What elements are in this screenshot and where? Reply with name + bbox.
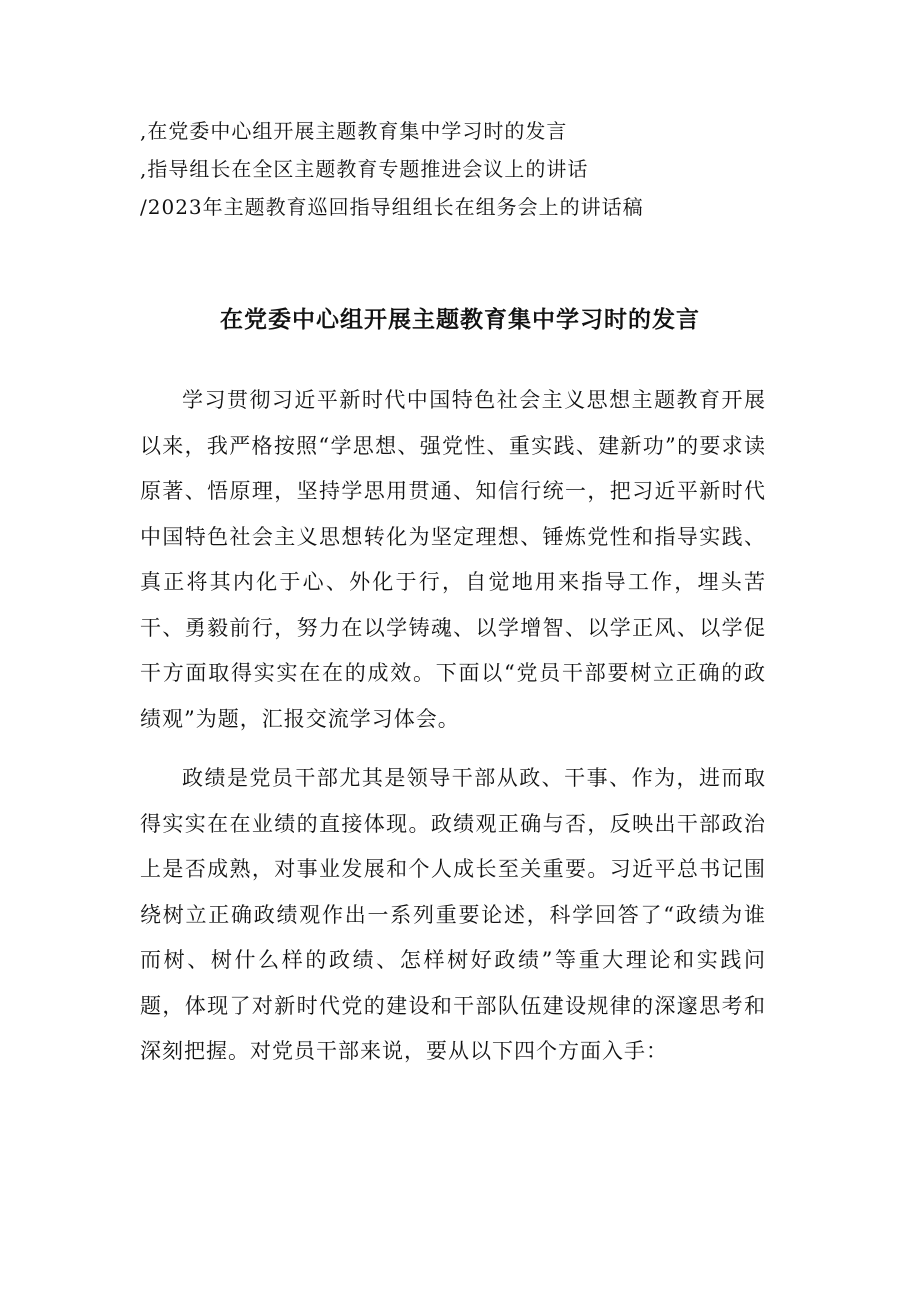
related-title-1: ,在党委中心组开展主题教育集中学习时的发言 — [140, 119, 568, 143]
related-titles-list — [140, 112, 780, 226]
related-title-2: ,指导组长在全区主题教育专题推进会议上的讲话 — [140, 157, 589, 181]
body-paragraph-1: 学习贯彻习近平新时代中国特色社会主义思想主题教育开展以来，我严格按照“学思想、强党性、重实践、建新功”的要求读原著、悟原理，坚持学思用贯通、知信行统一，把习近平新时代中国特色社会主义思想转化为坚定理想、锤炼党性和指导实践、真正将其内化于心、外化于行，自觉地用来指导工作，埋头苦干、勇毅前行，努力在以学铸魂、以学增智、以学正风、以学促干方面取得实实在在的成效。下面以“党员干部要树立正确的政绩观”为题，汇报交流学习体会。 — [140, 388, 766, 731]
related-title-3: /2023年主题教育巡回指导组组长在组务会上的讲话稿 — [140, 195, 644, 219]
document-title: 在党委中心组开展主题教育集中学习时的发言 — [220, 307, 700, 333]
document-body — [140, 378, 766, 1075]
body-paragraph-2: 政绩是党员干部尤其是领导干部从政、干事、作为，进而取得实实在在业绩的直接体现。政绩观正确与否，反映出干部政治上是否成熟，对事业发展和个人成长至关重要。习近平总书记围绕树立正确政绩观作出一系列重要论述，科学回答了“政绩为谁而树、树什么样的政绩、怎样树好政绩”等重大理论和实践问题，体现了对新时代党的建设和干部队伍建设规律的深邃思考和深刻把握。对党员干部来说，要从以下四个方面入手： — [140, 766, 766, 1063]
